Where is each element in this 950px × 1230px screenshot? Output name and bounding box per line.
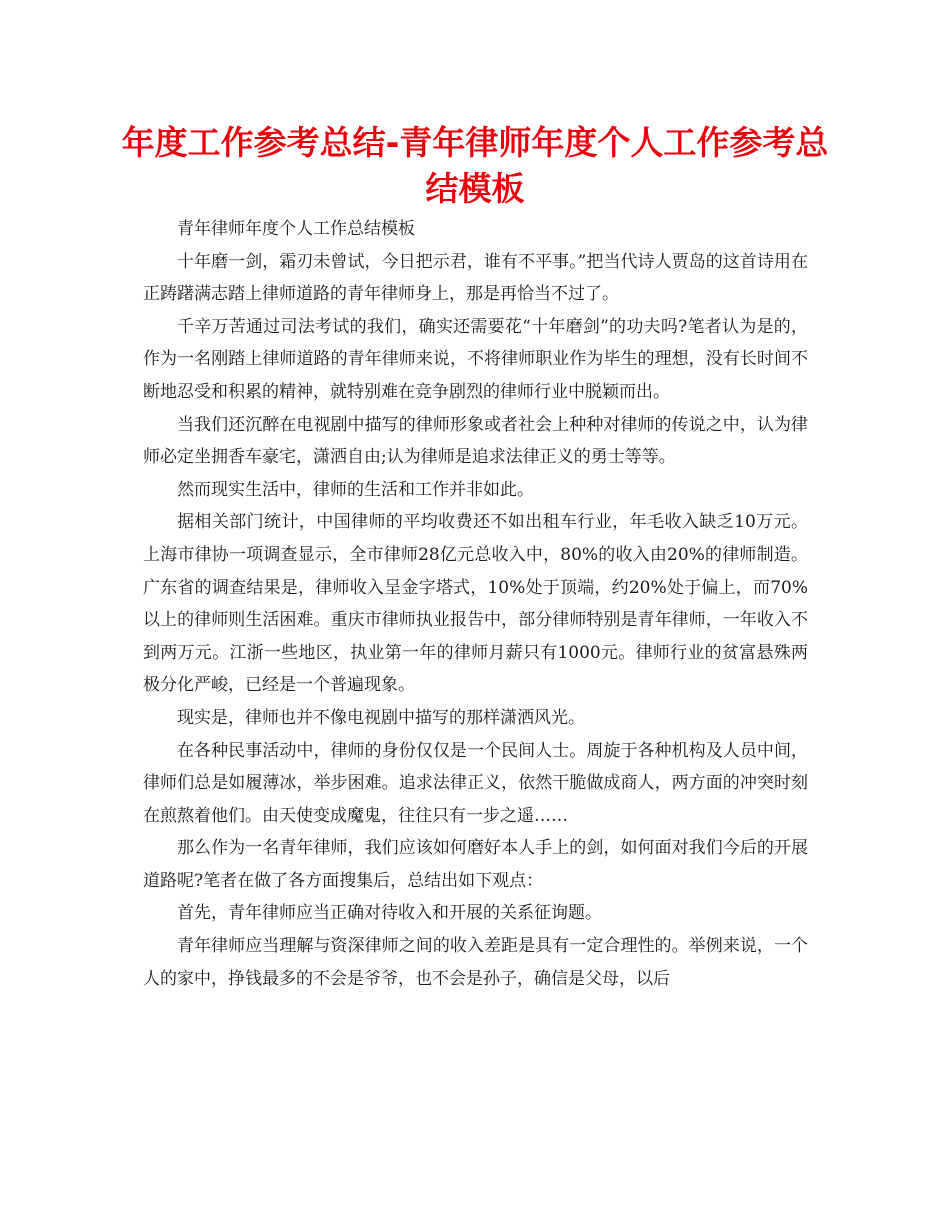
paragraph: 首先，青年律师应当正确对待收入和开展的关系征询题。 — [177, 903, 602, 924]
document-body — [143, 213, 808, 995]
paragraph: 然而现实生活中，律师的生活和工作并非如此。 — [177, 479, 534, 500]
paragraph: 据相关部门统计，中国律师的平均收费还不如出租车行业，年毛收入缺乏10万元。上海市律协一项调查显示，全市律师28亿元总收入中，80%的收入由20%的律师制造。广东省的调查结果是，律师收入呈金字塔式，10%处于顶端，约20%处于偏上，而70%以上的律师则生活困难。重庆市律师执业报告中，部分律师特别是青年律师，一年收入不到两万元。江浙一些地区，执业第一年的律师月薪只有1000元。律师行业的贫富悬殊两极分化严峻，已经是一个普遍现象。 — [143, 512, 808, 696]
paragraph: 青年律师应当理解与资深律师之间的收入差距是具有一定合理性的。举例来说，一个人的家中，挣钱最多的不会是爷爷，也不会是孙子，确信是父母，以后 — [143, 936, 808, 989]
document-title: 年度工作参考总结-青年律师年度个人工作参考总结模板 — [121, 123, 829, 208]
paragraph: 千辛万苦通过司法考试的我们，确实还需要花“十年磨剑”的功夫吗?笔者认为是的，作为一名刚踏上律师道路的青年律师来说，不将律师职业作为毕生的理想，没有长时间不断地忍受和积累的精神，就特别难在竞争剧烈的律师行业中脱颖而出。 — [143, 316, 808, 402]
paragraph: 现实是，律师也并不像电视剧中描写的那样潇洒风光。 — [177, 707, 585, 728]
paragraph: 十年磨一剑，霜刃未曾试，今日把示君，谁有不平事。”把当代诗人贾岛的这首诗用在正踌躇满志踏上律师道路的青年律师身上，那是再恰当不过了。 — [143, 251, 808, 305]
paragraph: 在各种民事活动中，律师的身份仅仅是一个民间人士。周旋于各种机构及人员中间，律师们总是如履薄冰，举步困难。追求法律正义，依然干脆做成商人，两方面的冲突时刻在煎熬着他们。由天使变成魔鬼，往往只有一步之遥…… — [143, 740, 808, 826]
paragraph: 青年律师年度个人工作总结模板 — [177, 219, 415, 239]
paragraph: 当我们还沉醉在电视剧中描写的律师形象或者社会上种种对律师的传说之中，认为律师必定坐拥香车豪宅，潇洒自由;认为律师是追求法律正义的勇士等等。 — [143, 414, 808, 468]
paragraph: 那么作为一名青年律师，我们应该如何磨好本人手上的剑，如何面对我们今后的开展道路呢?笔者在做了各方面搜集后，总结出如下观点： — [143, 838, 808, 891]
